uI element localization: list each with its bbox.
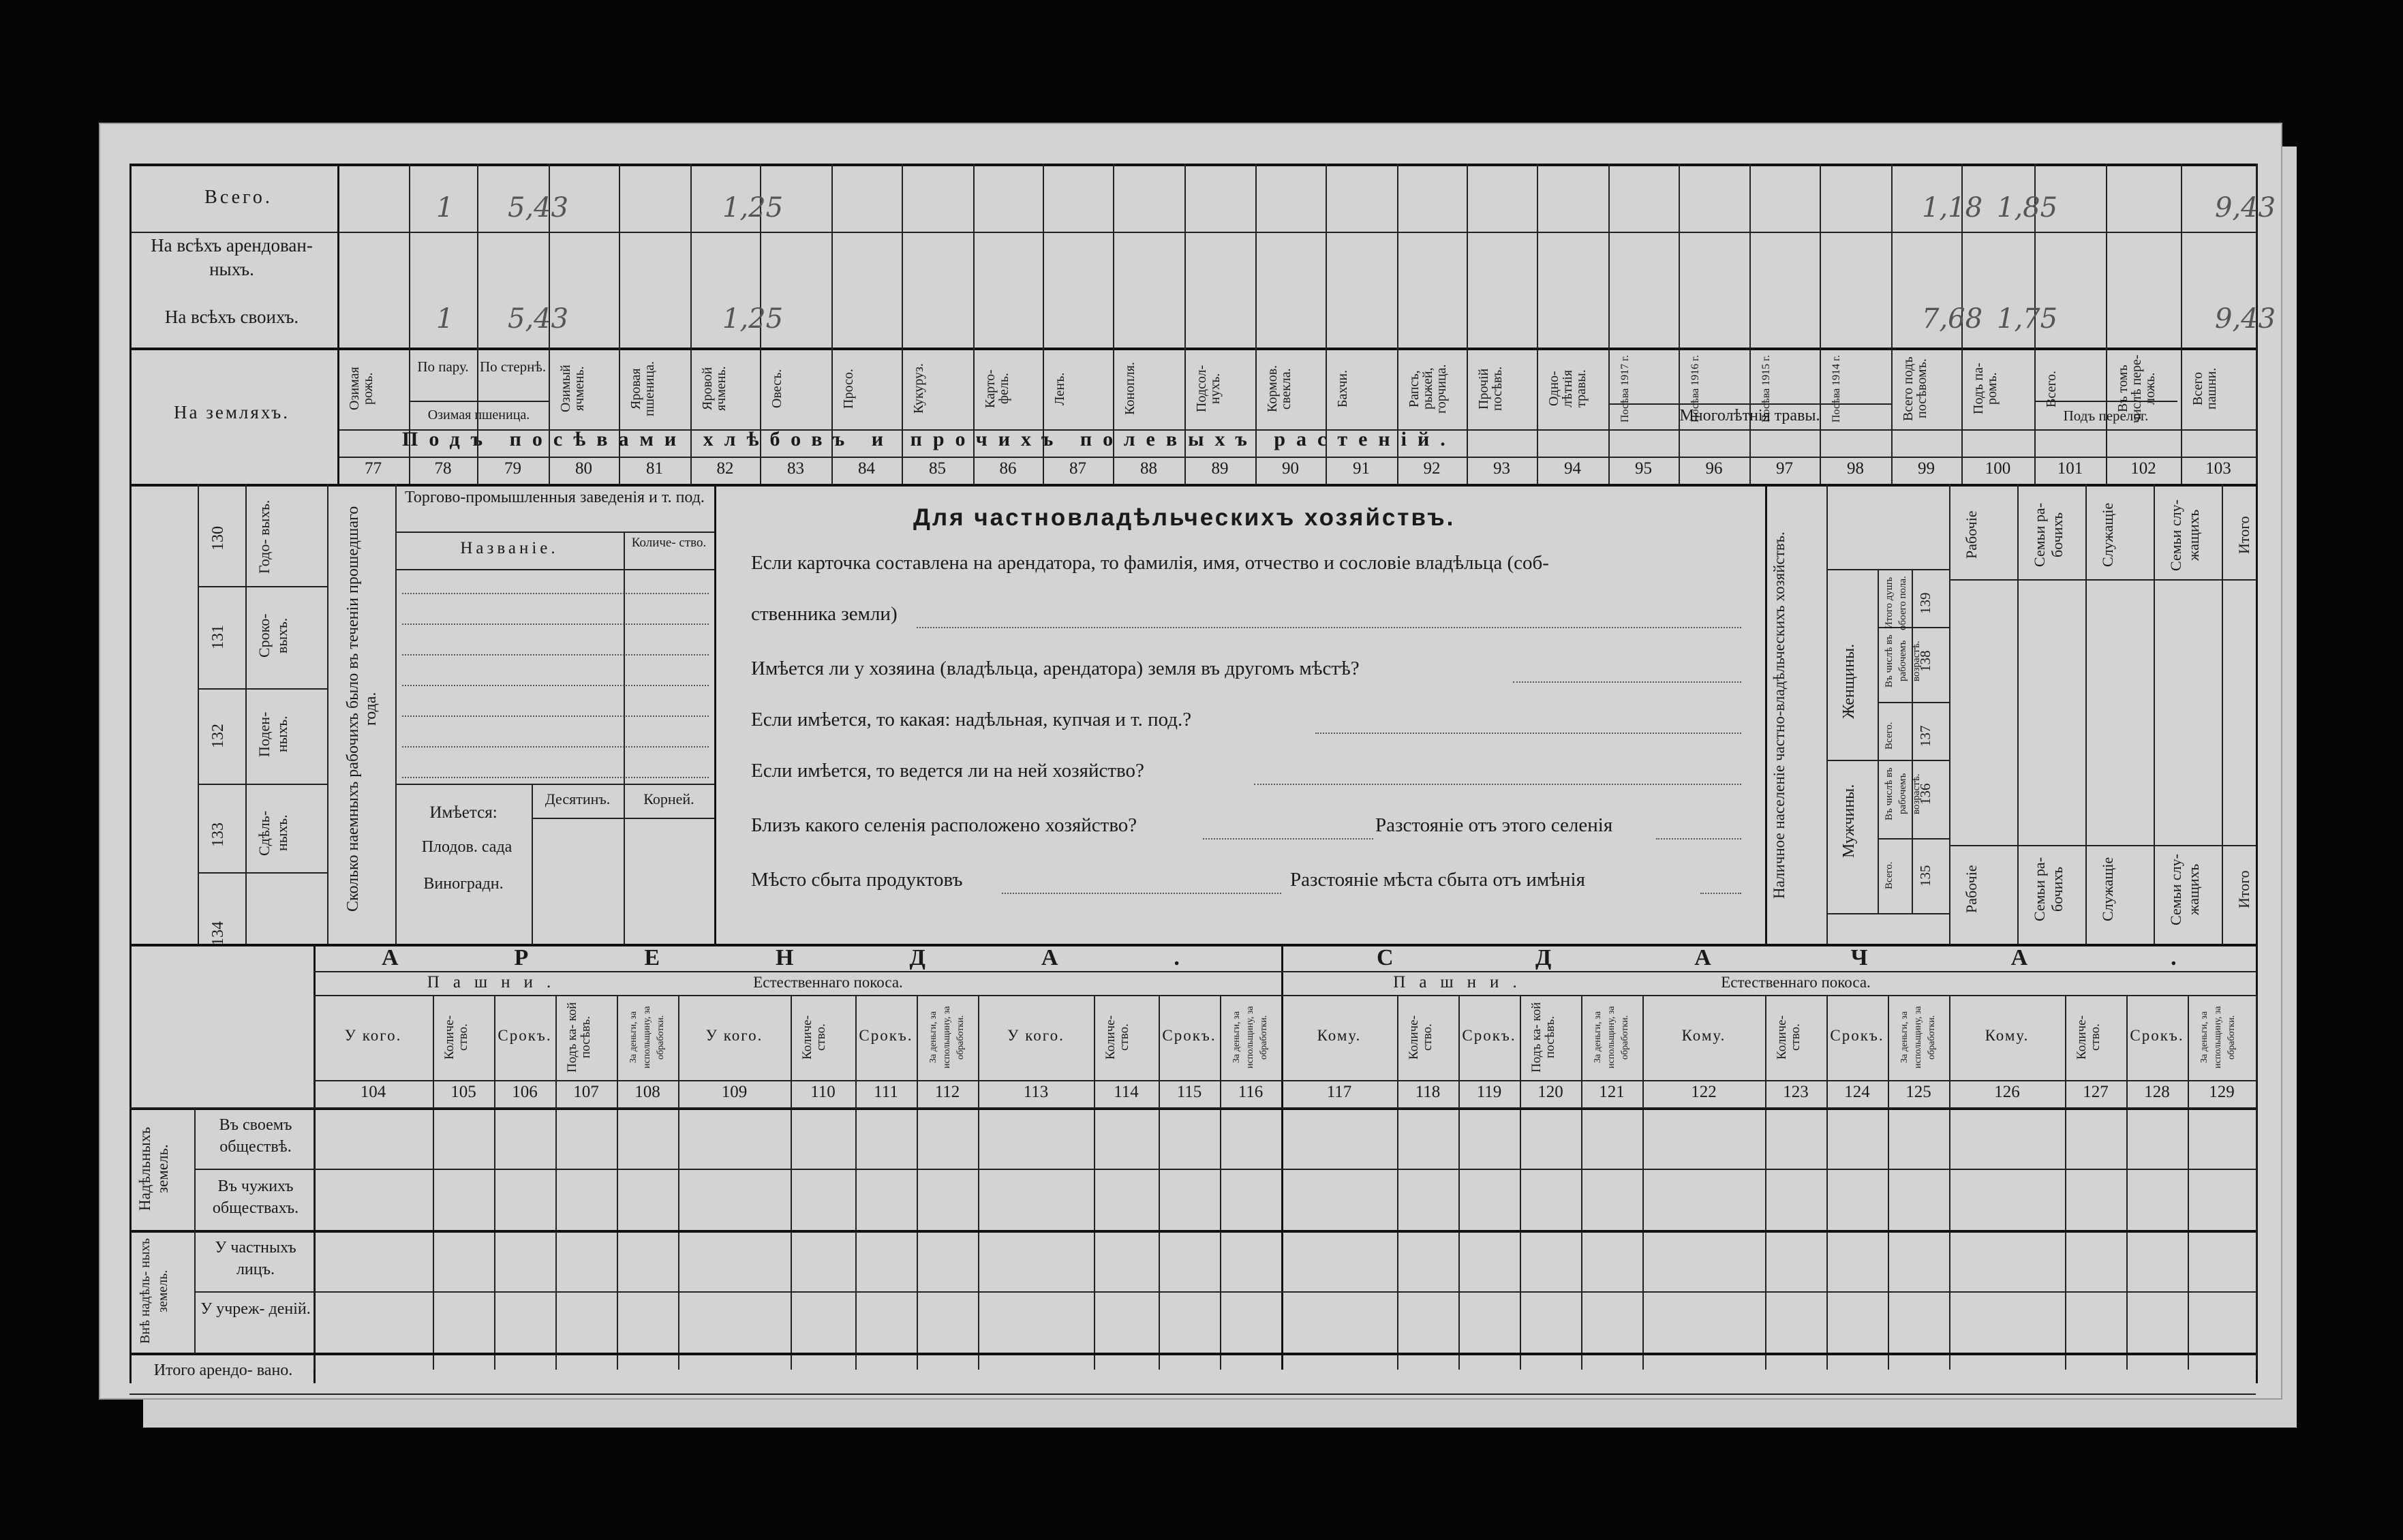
hired-row-rule	[198, 688, 327, 690]
hired-number: 133	[209, 822, 227, 847]
bottom-column-number: 107	[573, 1083, 599, 1101]
column-number: 88	[1140, 459, 1157, 478]
crop-header: Конопля.	[1122, 362, 1137, 416]
column-number: 103	[2205, 459, 2231, 478]
bottom-column-rule	[1220, 995, 1221, 1370]
trade-dotted-line	[402, 685, 709, 686]
form-line: Если карточка составлена на арендатора, то фамилія, имя, отчество и сословіе владѣльца (соб-	[751, 552, 1549, 574]
crop-header: Подъ па- ромъ.	[1971, 363, 2000, 415]
handwritten-value: 1,25	[722, 192, 784, 224]
column-rule	[1537, 164, 1538, 484]
arenda-pashni: Пашни.	[427, 973, 565, 991]
population-rule	[1949, 484, 1950, 944]
data-row-rule	[129, 1393, 2256, 1395]
population-rule	[1826, 913, 1949, 914]
top-border	[129, 164, 2256, 166]
bottom-column-number: 128	[2144, 1083, 2170, 1101]
lease-sub-header: Срокъ.	[1162, 1027, 1216, 1044]
crop-header: Посѣва 1915 г.	[1760, 355, 1772, 422]
rent-out-sub-header: Кому.	[1985, 1027, 2030, 1044]
bottom-column-rule	[494, 995, 495, 1370]
population-label: Итого душъ обоего пола.	[1884, 576, 1908, 630]
vinograd-label: Виноградн.	[423, 875, 504, 893]
bottom-column-rule	[1094, 995, 1095, 1370]
handwritten-value: 1	[436, 303, 454, 335]
bottom-column-rule	[1520, 995, 1521, 1370]
crop-header: Яровой ячмень.	[700, 366, 729, 412]
bottom-column-number: 119	[1476, 1083, 1502, 1101]
trade-dotted-line	[402, 746, 709, 748]
ozim-pshenitsa-label: Озимая пшеница.	[427, 407, 530, 422]
trade-rule	[395, 532, 714, 533]
crop-header: Озимая рожь.	[347, 367, 376, 411]
right-column-rule	[2085, 484, 2087, 944]
column-number: 89	[1211, 459, 1229, 478]
imeetsya-label: Имѣется:	[429, 803, 498, 822]
handwritten-value: 1	[436, 192, 454, 224]
orchard-rule	[532, 818, 714, 819]
lease-sub-header: У кого.	[1007, 1027, 1065, 1044]
bottom-column-rule	[1949, 995, 1950, 1370]
trade-title: Торгово-промышленныя заведенія и т. под.	[405, 489, 705, 506]
trade-name-header: Названіе.	[460, 539, 559, 557]
column-number: 90	[1282, 459, 1299, 478]
bottom-column-rule	[678, 995, 679, 1370]
column-number: 87	[1069, 459, 1086, 478]
crop-header: Посѣва 1916 г.	[1689, 355, 1701, 422]
sdacha-pashni: Пашни.	[1393, 973, 1531, 991]
bottom-column-number: 122	[1691, 1083, 1717, 1101]
right-col-header-bottom: Служащіе	[2099, 857, 2116, 922]
column-number: 77	[365, 459, 382, 478]
crop-header: Всего пашни.	[2190, 367, 2219, 410]
row-label-zemlyakh: На земляхъ.	[173, 402, 290, 422]
plodov-label: Плодов. сада	[421, 838, 512, 856]
bottom-column-number: 109	[721, 1083, 748, 1101]
column-number: 85	[929, 459, 946, 478]
numbers-top-rule	[337, 457, 2256, 458]
column-number: 97	[1776, 459, 1793, 478]
form-line: Разстояніе отъ этого селенія	[1375, 814, 1613, 836]
crop-header: Посѣва 1917 г.	[1619, 355, 1631, 422]
lease-sub-header: Количе- ство.	[1103, 1015, 1131, 1060]
bottom-column-rule	[617, 995, 618, 1370]
population-number: 139	[1917, 592, 1933, 614]
top-section-bottom	[129, 484, 2256, 487]
population-left-rule	[1765, 484, 1767, 944]
population-label: Всего.	[1884, 722, 1895, 750]
rent-out-sub-header: Подъ ка- кой посѣвъ.	[1529, 1002, 1557, 1073]
bottom-column-rule	[855, 995, 857, 1370]
crop-header: Прочій посѣвъ.	[1476, 366, 1505, 412]
column-number: 79	[504, 459, 521, 478]
bottom-column-number: 106	[512, 1083, 538, 1101]
hired-column-rule	[198, 484, 199, 944]
form-line: Имѣется ли у хозяина (владѣльца, арендатора) земля въ другомъ мѣстѣ?	[751, 658, 1360, 679]
bottom-column-rule	[978, 995, 979, 1370]
handwritten-value: 1,75	[1997, 303, 2058, 335]
hired-number: 131	[209, 625, 227, 649]
right-col-header-bottom: Семьи слу- жащихъ	[2167, 853, 2202, 925]
bottom-column-rule	[791, 995, 792, 1370]
crop-header: Кукуруз.	[911, 363, 926, 414]
bottom-column-number: 125	[1905, 1083, 1931, 1101]
crop-header: По стернѣ.	[479, 358, 547, 375]
column-number: 98	[1847, 459, 1864, 478]
fill-in-line	[1315, 733, 1741, 734]
column-number: 84	[858, 459, 875, 478]
population-label: Въ числѣ въ рабочемъ возрастѣ.	[1884, 767, 1922, 820]
trade-right-rule	[714, 484, 716, 944]
population-number: 135	[1917, 865, 1933, 887]
bottom-column-number: 127	[2083, 1083, 2109, 1101]
row-label-arend-2: ныхъ.	[209, 259, 254, 279]
bottom-column-number: 113	[1023, 1083, 1049, 1101]
korney-label: Корней.	[643, 790, 694, 807]
rent-out-sub-header: За деньги, за испольщину, за обработки.	[1899, 1006, 1937, 1069]
right-column-rule	[2017, 484, 2019, 944]
fill-in-line	[917, 627, 1741, 628]
row-label-svoikh: На всѣхъ своихъ.	[164, 307, 299, 327]
left-border	[129, 164, 132, 1383]
column-number: 91	[1353, 459, 1370, 478]
bottom-column-rule	[313, 995, 315, 1370]
population-rule	[1878, 838, 1949, 840]
lease-sub-header: Количе- ство.	[800, 1015, 828, 1060]
crop-header: Просо.	[841, 369, 856, 409]
population-rule	[1826, 569, 1949, 570]
trade-dotted-line	[402, 654, 709, 656]
rent-out-sub-header: За деньги, за испольщину, за обработки.	[2199, 1006, 2237, 1069]
fill-in-line	[1656, 838, 1741, 840]
fill-in-line	[1513, 681, 1741, 683]
data-row-rule	[129, 1353, 2256, 1355]
data-row-rule	[129, 1230, 2256, 1233]
bottom-column-rule	[1765, 995, 1766, 1370]
bottom-column-rule	[555, 995, 557, 1370]
lease-sub-header: За деньги, за испольщину, за обработки.	[628, 1006, 666, 1069]
handwritten-value: 5,43	[508, 303, 569, 335]
bottom-column-number: 120	[1537, 1083, 1563, 1101]
column-rule	[1679, 164, 1680, 484]
rent-out-sub-header: Срокъ.	[2130, 1027, 2184, 1044]
crop-header: По пару.	[417, 358, 469, 375]
right-col-header-bottom: Рабочіе	[1963, 865, 1980, 914]
column-rule	[1467, 164, 1468, 484]
data-row-rule	[194, 1291, 2256, 1293]
column-number: 92	[1423, 459, 1441, 478]
column-rule	[1891, 164, 1893, 484]
population-number: 136	[1917, 783, 1933, 805]
handwritten-value: 1,25	[722, 303, 784, 335]
lease-sub-header: У кого.	[344, 1027, 402, 1044]
group-rule	[194, 1107, 196, 1353]
hired-number: 134	[209, 921, 227, 946]
crop-header: Яровая пшеница.	[628, 361, 657, 416]
lease-row-label: Въ своемъ обществѣ.	[219, 1116, 292, 1156]
column-rule	[1820, 164, 1821, 484]
lease-row-label: Итого арендо- вано.	[153, 1361, 293, 1379]
handwritten-value: 5,43	[508, 192, 569, 224]
fill-in-line	[1203, 838, 1373, 840]
bottom-column-rule	[433, 995, 434, 1370]
bottom-column-rule	[1159, 995, 1160, 1370]
rent-out-sub-header: За деньги, за испольщину, за обработки.	[1593, 1006, 1630, 1069]
desyatin-label: Десятинъ.	[545, 790, 611, 807]
bottom-column-number: 112	[934, 1083, 960, 1101]
trade-qty-rule	[624, 532, 625, 811]
population-rule	[1878, 569, 1879, 913]
hired-type: Поден- ныхъ.	[256, 711, 290, 757]
bottom-column-rule	[1397, 995, 1398, 1370]
column-number: 101	[2057, 459, 2083, 478]
lease-sub-header: Срокъ.	[498, 1027, 552, 1044]
column-number: 81	[646, 459, 663, 478]
column-rule	[2106, 164, 2107, 484]
bottom-column-number: 114	[1114, 1083, 1139, 1101]
population-rule	[1826, 484, 1828, 944]
lease-sub-header: Количе- ство.	[442, 1015, 470, 1060]
bottom-column-number: 115	[1176, 1083, 1202, 1101]
handwritten-value: 9,43	[2215, 192, 2276, 224]
right-col-header-top: Семьи ра- бочихъ	[2031, 502, 2066, 568]
handwritten-value: 1,18	[1922, 192, 1983, 224]
right-col-header-top: Семьи слу- жащихъ	[2167, 499, 2202, 571]
bottom-column-number: 126	[1994, 1083, 2020, 1101]
row-label-arend: На всѣхъ арендован-	[151, 235, 313, 256]
column-number: 99	[1918, 459, 1935, 478]
rent-out-sub-header: Срокъ.	[1830, 1027, 1884, 1044]
column-rule	[1608, 164, 1610, 484]
bottom-column-rule	[2065, 995, 2066, 1370]
bottom-column-number: 104	[360, 1083, 386, 1101]
right-col-header-bottom: Семьи ра- бочихъ	[2031, 857, 2066, 922]
private-farms-title: Для частновладѣльческихъ хозяйствъ.	[913, 504, 1456, 531]
crop-header: Всего.	[2044, 370, 2059, 407]
trade-dotted-line	[402, 777, 709, 778]
lease-row-label: Въ чужихъ обществахъ.	[212, 1177, 299, 1217]
fill-in-line	[1002, 893, 1281, 894]
right-column-rule	[2222, 484, 2223, 944]
bottom-column-rule	[917, 995, 918, 1370]
rent-out-sub-header: Количе- ство.	[1407, 1015, 1435, 1060]
ozim-pshen-rule	[409, 401, 549, 402]
bottom-column-rule	[2126, 995, 2128, 1370]
column-number: 100	[1985, 459, 2011, 478]
crop-header: Бахчи.	[1335, 369, 1350, 408]
column-rule	[1749, 164, 1751, 484]
sdacha-pokos: Естественнаго покоса.	[1721, 974, 1871, 991]
form-line: Близъ какого селенія расположено хозяйство?	[751, 814, 1137, 836]
hired-type: Сроко- выхъ.	[256, 613, 290, 658]
muzhchiny-label: Мужчины.	[1840, 784, 1858, 859]
hired-number: 132	[209, 724, 227, 748]
data-row-rule	[194, 1169, 2256, 1170]
fill-in-line	[1700, 893, 1741, 894]
crop-header: Кормов. свекла.	[1265, 365, 1294, 413]
crop-header: Рапсъ, рыжей, горчица.	[1407, 364, 1449, 414]
lease-sub-header: Срокъ.	[859, 1027, 913, 1044]
population-number: 137	[1917, 725, 1933, 747]
rent-out-sub-header: Количе- ство.	[1775, 1015, 1803, 1060]
crop-header: Карто- фель.	[983, 369, 1011, 408]
bottom-column-rule	[2188, 995, 2189, 1370]
bottom-column-number: 111	[874, 1083, 898, 1101]
row-divider	[129, 232, 2256, 233]
rent-out-sub-header: Кому.	[1317, 1027, 1362, 1044]
bottom-column-rule	[1642, 995, 1644, 1370]
hired-number: 130	[209, 526, 227, 551]
bottom-rule	[313, 1080, 2256, 1081]
bottom-column-number: 105	[450, 1083, 476, 1101]
bottom-column-number: 108	[634, 1083, 660, 1101]
rent-out-sub-header: Кому.	[1681, 1027, 1726, 1044]
population-rule	[1878, 702, 1949, 703]
trade-qty-header: Количе- ство.	[631, 536, 707, 550]
population-rule	[1912, 569, 1913, 913]
form-line: Если имѣется, то ведется ли на ней хозяйство?	[751, 760, 1144, 782]
pereleg-rule	[2034, 401, 2177, 402]
right-col-header-top: Служащіе	[2099, 502, 2116, 568]
crop-header: Овесъ.	[769, 369, 784, 409]
row-divider	[129, 348, 2256, 350]
lease-row-label: У частныхъ лицъ.	[215, 1239, 296, 1278]
bottom-rule	[313, 995, 2256, 996]
group-vne: Внѣ надѣль- ныхъ земель.	[138, 1238, 170, 1344]
handwritten-value: 9,43	[2215, 303, 2276, 335]
bottom-column-number: 116	[1238, 1083, 1264, 1101]
crop-header: Озимый ячмень.	[558, 365, 587, 413]
population-number: 138	[1917, 650, 1933, 672]
right-col-header-top: Рабочіе	[1963, 510, 1980, 559]
right-col-header-top: Итого	[2235, 516, 2252, 554]
crop-header: Подсол- нухъ.	[1194, 365, 1223, 413]
crop-header: Ленъ.	[1052, 372, 1067, 405]
column-number: 80	[575, 459, 592, 478]
column-rule	[2181, 164, 2182, 484]
right-block-rule	[1949, 579, 2256, 581]
bottom-column-number: 123	[1783, 1083, 1809, 1101]
hired-row-rule	[198, 586, 327, 587]
sdacha-banner: СДАЧА.	[1377, 945, 2320, 970]
column-number: 93	[1493, 459, 1510, 478]
hired-title: Сколько наемныхъ рабочихъ было въ теченіи прошедшаго года.	[344, 506, 380, 912]
lease-sub-header: За деньги, за испольщину, за обработки.	[928, 1006, 966, 1069]
hired-type: Годо- выхъ.	[256, 499, 273, 574]
crop-header: Одно- лѣтнія травы.	[1546, 369, 1589, 408]
form-line: Мѣсто сбыта продуктовъ	[751, 869, 963, 891]
pod-pereleg-label: Подъ перелог.	[2063, 407, 2149, 424]
lease-sub-header: За деньги, за испольщину, за обработки.	[1231, 1006, 1269, 1069]
column-number: 78	[434, 459, 452, 478]
bottom-column-rule	[1826, 995, 1828, 1370]
crop-header: Всего подъ посѣвомъ.	[1901, 356, 1929, 421]
handwritten-value: 1,85	[1997, 192, 2058, 224]
form-line: ственника земли)	[751, 603, 898, 625]
trade-dotted-line	[402, 623, 709, 625]
trade-dotted-line	[402, 593, 709, 594]
arenda-sdacha-divider	[1281, 944, 1283, 1370]
column-number: 96	[1705, 459, 1723, 478]
hired-type: Сдѣль- ныхъ.	[256, 810, 290, 856]
handwritten-value: 7,68	[1922, 303, 1983, 335]
mnogolet-rule	[1608, 403, 1891, 405]
fill-in-line	[1254, 784, 1741, 785]
data-row-rule	[129, 1107, 2256, 1109]
form-line: Разстояніе мѣста сбыта отъ имѣнія	[1290, 869, 1585, 891]
bottom-column-number: 121	[1599, 1083, 1625, 1101]
right-column-rule	[2154, 484, 2155, 944]
row-label-vsego: Всего.	[204, 187, 273, 208]
bottom-column-rule	[1888, 995, 1889, 1370]
hired-column-rule	[327, 484, 328, 944]
bottom-column-number: 118	[1415, 1083, 1441, 1101]
column-number: 86	[999, 459, 1017, 478]
bottom-column-number: 124	[1844, 1083, 1870, 1101]
hired-row-rule	[198, 872, 327, 874]
column-number: 95	[1635, 459, 1652, 478]
bottom-column-rule	[1458, 995, 1460, 1370]
zhenshchiny-label: Женщины.	[1840, 643, 1858, 720]
column-number: 94	[1564, 459, 1581, 478]
column-number: 83	[787, 459, 804, 478]
arenda-pokos: Естественнаго покоса.	[753, 974, 903, 991]
mnogoletnie-label: Многолѣтнія травы.	[1679, 407, 1820, 425]
hired-row-rule	[198, 784, 327, 785]
population-title: Наличное населеніе частно-владѣльческихъ хозяйствъ.	[1771, 532, 1788, 899]
label-column-rule	[337, 164, 339, 484]
hired-column-rule	[245, 484, 247, 944]
population-label: Въ числѣ въ рабочемъ возрастѣ.	[1884, 634, 1922, 688]
column-number: 82	[716, 459, 734, 478]
banner-pod-posevami: Подъ посѣвами хлѣбовъ и прочихъ полевыхъ растеній.	[402, 428, 1456, 450]
right-col-header-bottom: Итого	[2235, 870, 2252, 908]
crop-header: Въ томъ числѣ пере- ложь.	[2115, 354, 2158, 423]
trade-rule	[395, 569, 714, 570]
bottom-column-number: 117	[1326, 1083, 1352, 1101]
arenda-banner: АРЕНДА.	[382, 945, 1296, 970]
bottom-column-number: 129	[2209, 1083, 2235, 1101]
population-rule	[1826, 760, 1878, 761]
lease-row-label: У учреж- деній.	[200, 1300, 311, 1318]
rent-out-sub-header: Количе- ство.	[2075, 1015, 2102, 1060]
lease-sub-header: Подъ ка- кой посѣвъ.	[565, 1002, 593, 1073]
population-label: Всего.	[1884, 861, 1895, 890]
trade-rule	[395, 784, 714, 785]
crop-header: Посѣва 1914 г.	[1831, 355, 1842, 422]
rent-out-sub-header: Срокъ.	[1462, 1027, 1516, 1044]
column-number: 102	[2130, 459, 2156, 478]
right-block-rule	[1949, 845, 2256, 846]
bottom-column-rule	[2256, 995, 2257, 1370]
form-line: Если имѣется, то какая: надѣльная, купчая и т. под.?	[751, 709, 1192, 730]
lease-sub-header: У кого.	[705, 1027, 763, 1044]
group-nadel: Надѣльныхъ земель.	[136, 1126, 171, 1211]
trade-dotted-line	[402, 715, 709, 717]
bottom-column-rule	[1581, 995, 1582, 1370]
bottom-column-number: 110	[810, 1083, 836, 1101]
